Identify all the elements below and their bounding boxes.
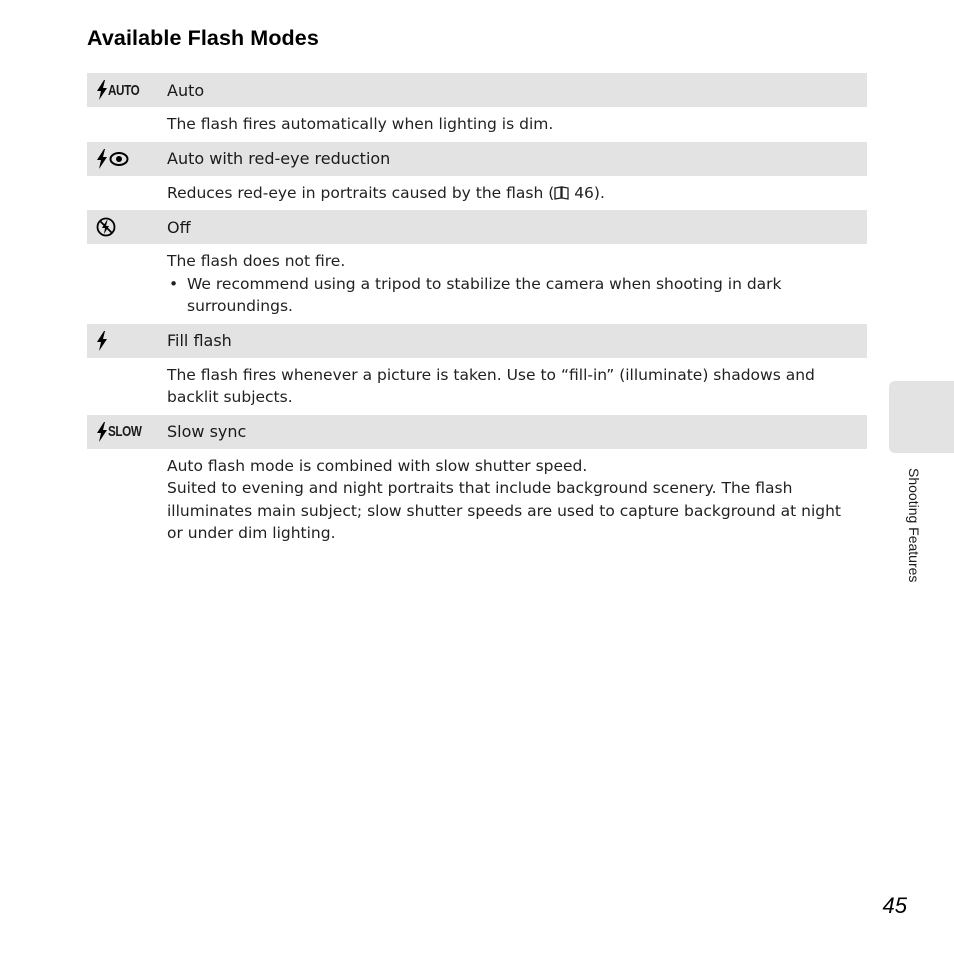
mode-description bbox=[87, 358, 867, 415]
mode-description bbox=[87, 449, 867, 551]
flash-off-icon bbox=[87, 217, 167, 237]
bullet-dot: • bbox=[169, 274, 179, 293]
mode-label: Auto bbox=[167, 80, 205, 100]
flash-slow-sync-icon: SLOW bbox=[87, 422, 167, 442]
mode-description bbox=[87, 176, 867, 211]
mode-label: Auto with red-eye reduction bbox=[167, 149, 391, 168]
mode-label: Off bbox=[167, 217, 191, 237]
description-text: The flash fires automatically when lighting is dim. bbox=[167, 115, 554, 133]
description-text: Auto flash mode is combined with slow shutter speed. bbox=[167, 456, 588, 475]
mode-row-off bbox=[87, 210, 867, 244]
flash-auto-icon: AUTO bbox=[87, 80, 167, 100]
mode-label: Fill flash bbox=[167, 331, 232, 350]
description-text: Reduces red-eye in portraits caused by the flash ( 46). bbox=[167, 183, 605, 202]
section-title: Available Flash Modes bbox=[87, 26, 319, 50]
flash-red-eye-icon bbox=[87, 149, 167, 169]
mode-row-red-eye bbox=[87, 142, 867, 176]
bullet-item bbox=[167, 273, 857, 318]
flash-mode-table bbox=[87, 73, 867, 551]
bullet-text: We recommend using a tripod to stabilize the camera when shooting in dark surroundings. bbox=[187, 274, 782, 315]
mode-description bbox=[87, 107, 867, 142]
flash-fill-icon bbox=[87, 331, 167, 351]
chapter-label: Shooting Features bbox=[906, 468, 922, 583]
mode-label: Slow sync bbox=[167, 422, 247, 441]
mode-row-slow-sync bbox=[87, 415, 867, 449]
description-text: The flash does not fire. bbox=[167, 252, 346, 270]
mode-row-fill-flash bbox=[87, 324, 867, 358]
page-number: 45 bbox=[882, 893, 907, 918]
description-text: The flash fires whenever a picture is taken. Use to “fill-in” (illuminate) shadows and backlit subjects. bbox=[167, 365, 815, 406]
book-reference-icon bbox=[554, 186, 569, 200]
mode-description bbox=[87, 244, 867, 324]
description-text: Suited to evening and night portraits that include background scenery. The flash illuminates main subject; slow shutter speeds are used to capture background at night or under dim lighting. bbox=[167, 479, 841, 542]
mode-row-auto bbox=[87, 73, 867, 107]
chapter-tab bbox=[889, 381, 954, 453]
